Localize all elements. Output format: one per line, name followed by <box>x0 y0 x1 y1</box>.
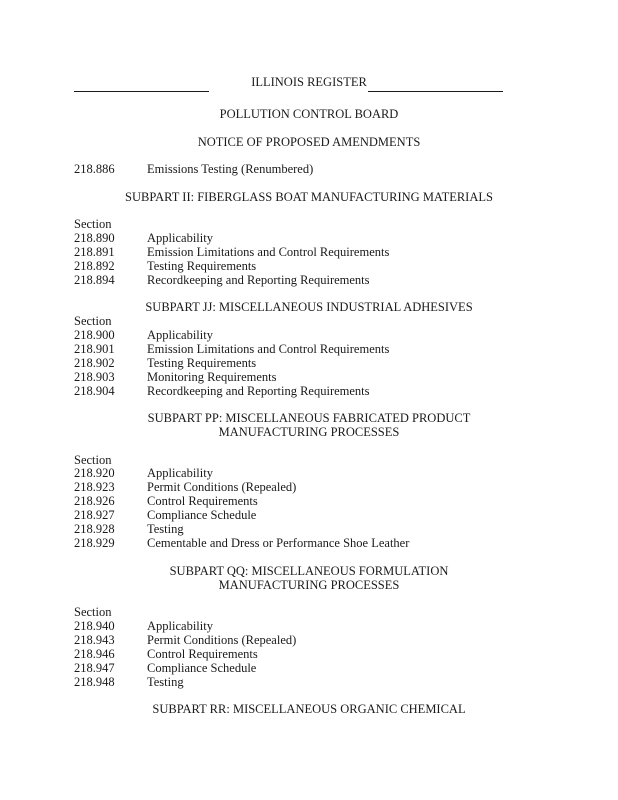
section-number: 218.891 <box>74 245 115 259</box>
section-number: 218.900 <box>74 328 115 342</box>
subpart-qq-heading-cont: MANUFACTURING PROCESSES <box>218 578 400 592</box>
section-title: Permit Conditions (Repealed) <box>147 633 297 647</box>
subpart-jj-heading: SUBPART JJ: MISCELLANEOUS INDUSTRIAL ADHESIVES <box>145 300 473 314</box>
section-number: 218.903 <box>74 370 115 384</box>
register-title: ILLINOIS REGISTER <box>251 75 367 89</box>
subpart-rr-heading: SUBPART RR: MISCELLANEOUS ORGANIC CHEMICAL <box>152 702 466 716</box>
section-title: Recordkeeping and Reporting Requirements <box>147 273 370 287</box>
section-number: 218.946 <box>74 647 115 661</box>
section-title: Testing Requirements <box>147 259 257 273</box>
section-number: 218.940 <box>74 619 115 633</box>
subpart-pp-heading-cont: MANUFACTURING PROCESSES <box>218 425 400 439</box>
section-number: 218.947 <box>74 661 115 675</box>
section-title: Compliance Schedule <box>147 661 257 675</box>
section-title: Control Requirements <box>147 494 258 508</box>
section-number: 218.890 <box>74 231 115 245</box>
section-number: 218.943 <box>74 633 115 647</box>
header-rule-left <box>74 91 209 92</box>
section-title: Emissions Testing (Renumbered) <box>147 162 314 176</box>
section-title: Permit Conditions (Repealed) <box>147 480 297 494</box>
section-title: Emission Limitations and Control Requirements <box>147 342 390 356</box>
section-title: Applicability <box>147 466 213 480</box>
subpart-ii-heading: SUBPART II: FIBERGLASS BOAT MANUFACTURING MATERIALS <box>125 190 493 204</box>
section-label: Section <box>74 605 112 619</box>
section-title: Applicability <box>147 619 213 633</box>
header-rule-right <box>368 91 503 92</box>
section-label: Section <box>74 217 112 231</box>
section-number: 218.926 <box>74 494 115 508</box>
section-title: Control Requirements <box>147 647 258 661</box>
section-number: 218.928 <box>74 522 115 536</box>
section-title: Recordkeeping and Reporting Requirements <box>147 384 370 398</box>
section-title: Testing <box>147 522 184 536</box>
section-number: 218.901 <box>74 342 115 356</box>
section-title: Applicability <box>147 231 213 245</box>
section-title: Testing <box>147 675 184 689</box>
section-number: 218.923 <box>74 480 115 494</box>
subpart-qq-heading: SUBPART QQ: MISCELLANEOUS FORMULATION <box>169 564 449 578</box>
section-title: Emission Limitations and Control Requirements <box>147 245 390 259</box>
section-title: Testing Requirements <box>147 356 257 370</box>
section-label: Section <box>74 314 112 328</box>
section-number: 218.927 <box>74 508 115 522</box>
section-number: 218.904 <box>74 384 115 398</box>
section-number: 218.886 <box>74 162 115 176</box>
section-label: Section <box>74 453 112 467</box>
section-number: 218.920 <box>74 466 115 480</box>
notice-title: NOTICE OF PROPOSED AMENDMENTS <box>197 135 421 149</box>
section-number: 218.902 <box>74 356 115 370</box>
section-title: Monitoring Requirements <box>147 370 277 384</box>
section-title: Applicability <box>147 328 213 342</box>
board-title: POLLUTION CONTROL BOARD <box>219 107 399 121</box>
section-number: 218.948 <box>74 675 115 689</box>
section-number: 218.929 <box>74 536 115 550</box>
section-title: Cementable and Dress or Performance Shoe Leather <box>147 536 410 550</box>
section-title: Compliance Schedule <box>147 508 257 522</box>
section-number: 218.894 <box>74 273 115 287</box>
subpart-pp-heading: SUBPART PP: MISCELLANEOUS FABRICATED PRODUCT <box>147 411 471 425</box>
section-number: 218.892 <box>74 259 115 273</box>
